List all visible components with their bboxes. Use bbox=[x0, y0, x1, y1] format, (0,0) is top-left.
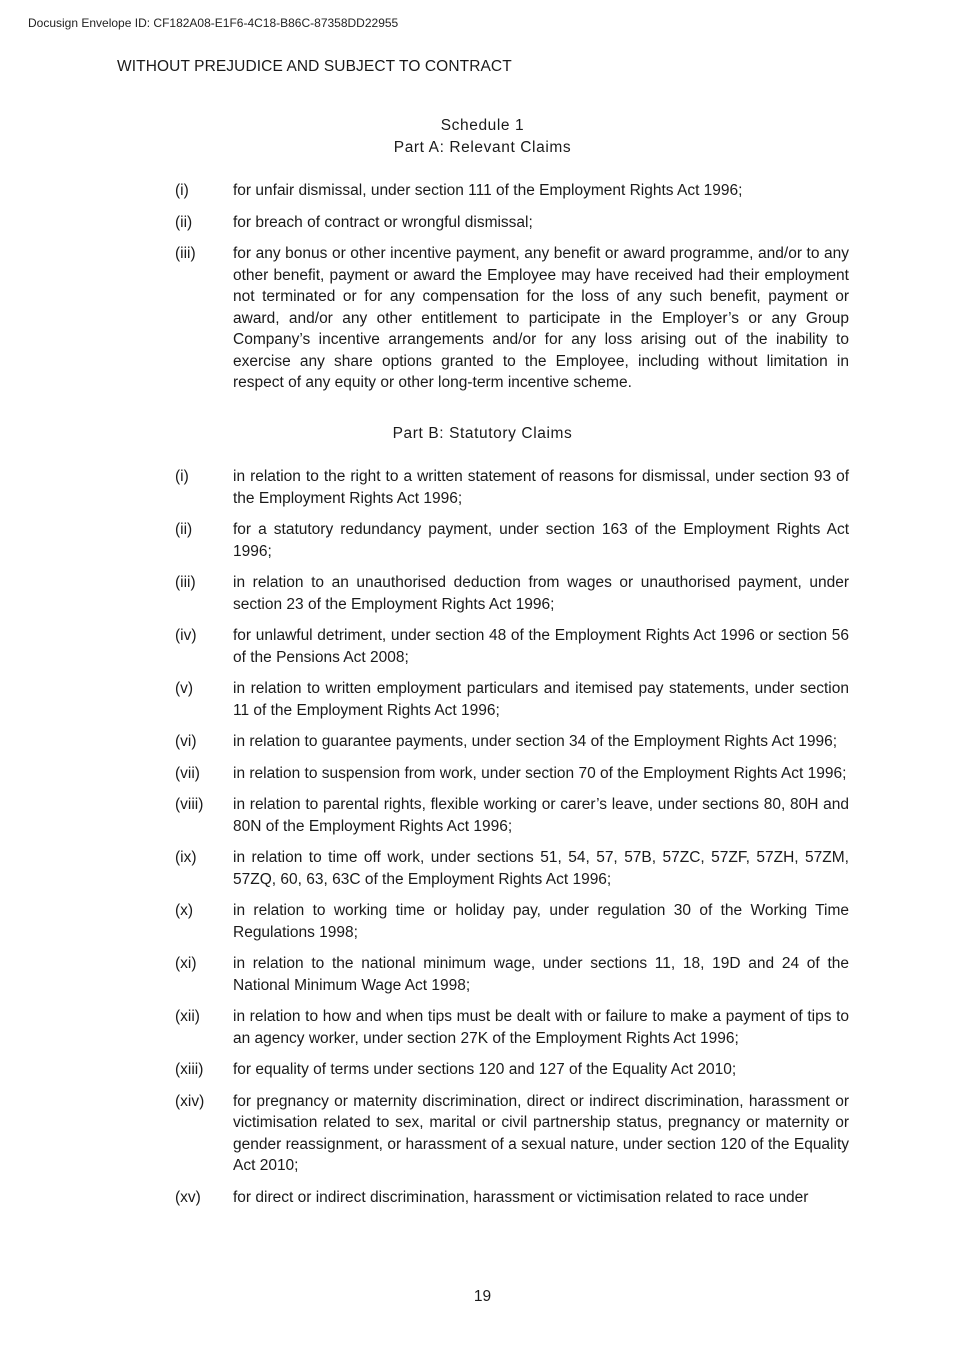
list-item bbox=[175, 847, 849, 890]
item-number: (ix) bbox=[175, 849, 197, 866]
list-item bbox=[175, 180, 849, 202]
schedule-title: Schedule 1 bbox=[440, 117, 525, 134]
item-number: (ii) bbox=[175, 213, 193, 231]
part-b-list bbox=[175, 466, 849, 1208]
list-item bbox=[175, 731, 849, 753]
list-item bbox=[175, 466, 849, 509]
item-text: in relation to guarantee payments, under section 34 of the Employment Rights Act 1996; bbox=[233, 733, 838, 750]
item-text: for direct or indirect discrimination, harassment or victimisation related to race under bbox=[233, 1188, 809, 1206]
item-text: in relation to written employment particulars and itemised pay statements, under section 11 of the Employment Rights Act 1996; bbox=[233, 680, 849, 719]
item-number: (vi) bbox=[175, 733, 197, 750]
item-text: for any bonus or other incentive payment, any benefit or award programme, and/or to any other benefit, payment or award the Employee may have received had their employment not terminated or for any compensation for the loss of any such benefit, payment or award, and/or any other entitlement to participate in the Employer’s or any Group Company’s incentive arrangements and/or for any loss arising out of the inability to exercise any share options granted to the Employee, including without limitation in respect of any equity or other long-term incentive scheme. bbox=[233, 245, 849, 391]
item-number: (i) bbox=[175, 182, 189, 199]
item-text: in relation to suspension from work, under section 70 of the Employment Rights Act 1996; bbox=[233, 764, 847, 782]
item-number: (iii) bbox=[175, 574, 196, 591]
item-text: for breach of contract or wrongful dismissal; bbox=[233, 213, 533, 231]
item-text: for pregnancy or maternity discrimination, direct or indirect discrimination, harassment or victimisation related to sex, marital or civil partnership status, pregnancy or maternity or gender reassignment, or harassment of a sexual nature, under section 120 of the Equality Act 2010; bbox=[233, 1092, 849, 1174]
item-text: in relation to working time or holiday pay, under regulation 30 of the Working Time Regulations 1998; bbox=[233, 902, 849, 941]
page-number: 19 bbox=[473, 1288, 492, 1305]
item-number: (xi) bbox=[175, 955, 197, 972]
item-number: (xii) bbox=[175, 1008, 200, 1025]
list-item bbox=[175, 1059, 849, 1081]
item-text: in relation to the right to a written statement of reasons for dismissal, under section 93 of the Employment Rights Act 1996; bbox=[233, 468, 849, 507]
item-text: in relation to the national minimum wage, under sections 11, 18, 19D and 24 of the National Minimum Wage Act 1998; bbox=[233, 955, 849, 994]
item-number: (iv) bbox=[175, 627, 197, 644]
list-item bbox=[175, 625, 849, 668]
item-text: for unfair dismissal, under section 111 of the Employment Rights Act 1996; bbox=[233, 182, 743, 199]
docusign-envelope-id: Docusign Envelope ID: CF182A08-E1F6-4C18-B86C-87358DD22955 bbox=[28, 16, 399, 30]
item-number: (xv) bbox=[175, 1188, 201, 1206]
list-item bbox=[175, 243, 849, 394]
part-a-list bbox=[175, 180, 849, 394]
list-item bbox=[175, 953, 849, 996]
item-number: (vii) bbox=[175, 764, 200, 782]
item-number: (viii) bbox=[175, 796, 204, 813]
item-number: (iii) bbox=[175, 245, 196, 262]
item-number: (xiv) bbox=[175, 1092, 205, 1110]
item-text: in relation to an unauthorised deduction from wages or unauthorised payment, under section 23 of the Employment Rights Act 1996; bbox=[233, 574, 849, 613]
part-a-title: Part A: Relevant Claims bbox=[393, 139, 572, 156]
item-number: (xiii) bbox=[175, 1061, 204, 1078]
item-text: in relation to parental rights, flexible working or carer’s leave, under sections 80, 80H and 80N of the Employment Rights Act 1996; bbox=[233, 796, 849, 835]
item-text: in relation to how and when tips must be dealt with or failure to make a payment of tips to an agency worker, under section 27K of the Employment Rights Act 1996; bbox=[233, 1008, 849, 1047]
list-item bbox=[175, 519, 849, 562]
list-item bbox=[175, 572, 849, 615]
list-item bbox=[175, 794, 849, 837]
item-text: for unlawful detriment, under section 48 of the Employment Rights Act 1996 or section 56 of the Pensions Act 2008; bbox=[233, 627, 849, 666]
item-number: (ii) bbox=[175, 521, 193, 538]
item-text: for a statutory redundancy payment, under section 163 of the Employment Rights Act 1996; bbox=[233, 521, 849, 560]
item-number: (i) bbox=[175, 468, 189, 485]
document-header: WITHOUT PREJUDICE AND SUBJECT TO CONTRACT bbox=[117, 58, 512, 75]
item-number: (x) bbox=[175, 902, 194, 919]
part-b-title: Part B: Statutory Claims bbox=[392, 425, 573, 442]
list-item bbox=[175, 1187, 849, 1209]
item-number: (v) bbox=[175, 680, 194, 697]
list-item bbox=[175, 1006, 849, 1049]
list-item bbox=[175, 763, 849, 785]
list-item bbox=[175, 212, 849, 234]
item-text: for equality of terms under sections 120 and 127 of the Equality Act 2010; bbox=[233, 1061, 737, 1078]
list-item bbox=[175, 1091, 849, 1177]
item-text: in relation to time off work, under sections 51, 54, 57, 57B, 57ZC, 57ZF, 57ZH, 57ZM, 57ZQ, 60, 63, 63C of the Employment Rights Act 1996; bbox=[233, 849, 849, 888]
list-item bbox=[175, 900, 849, 943]
list-item bbox=[175, 678, 849, 721]
